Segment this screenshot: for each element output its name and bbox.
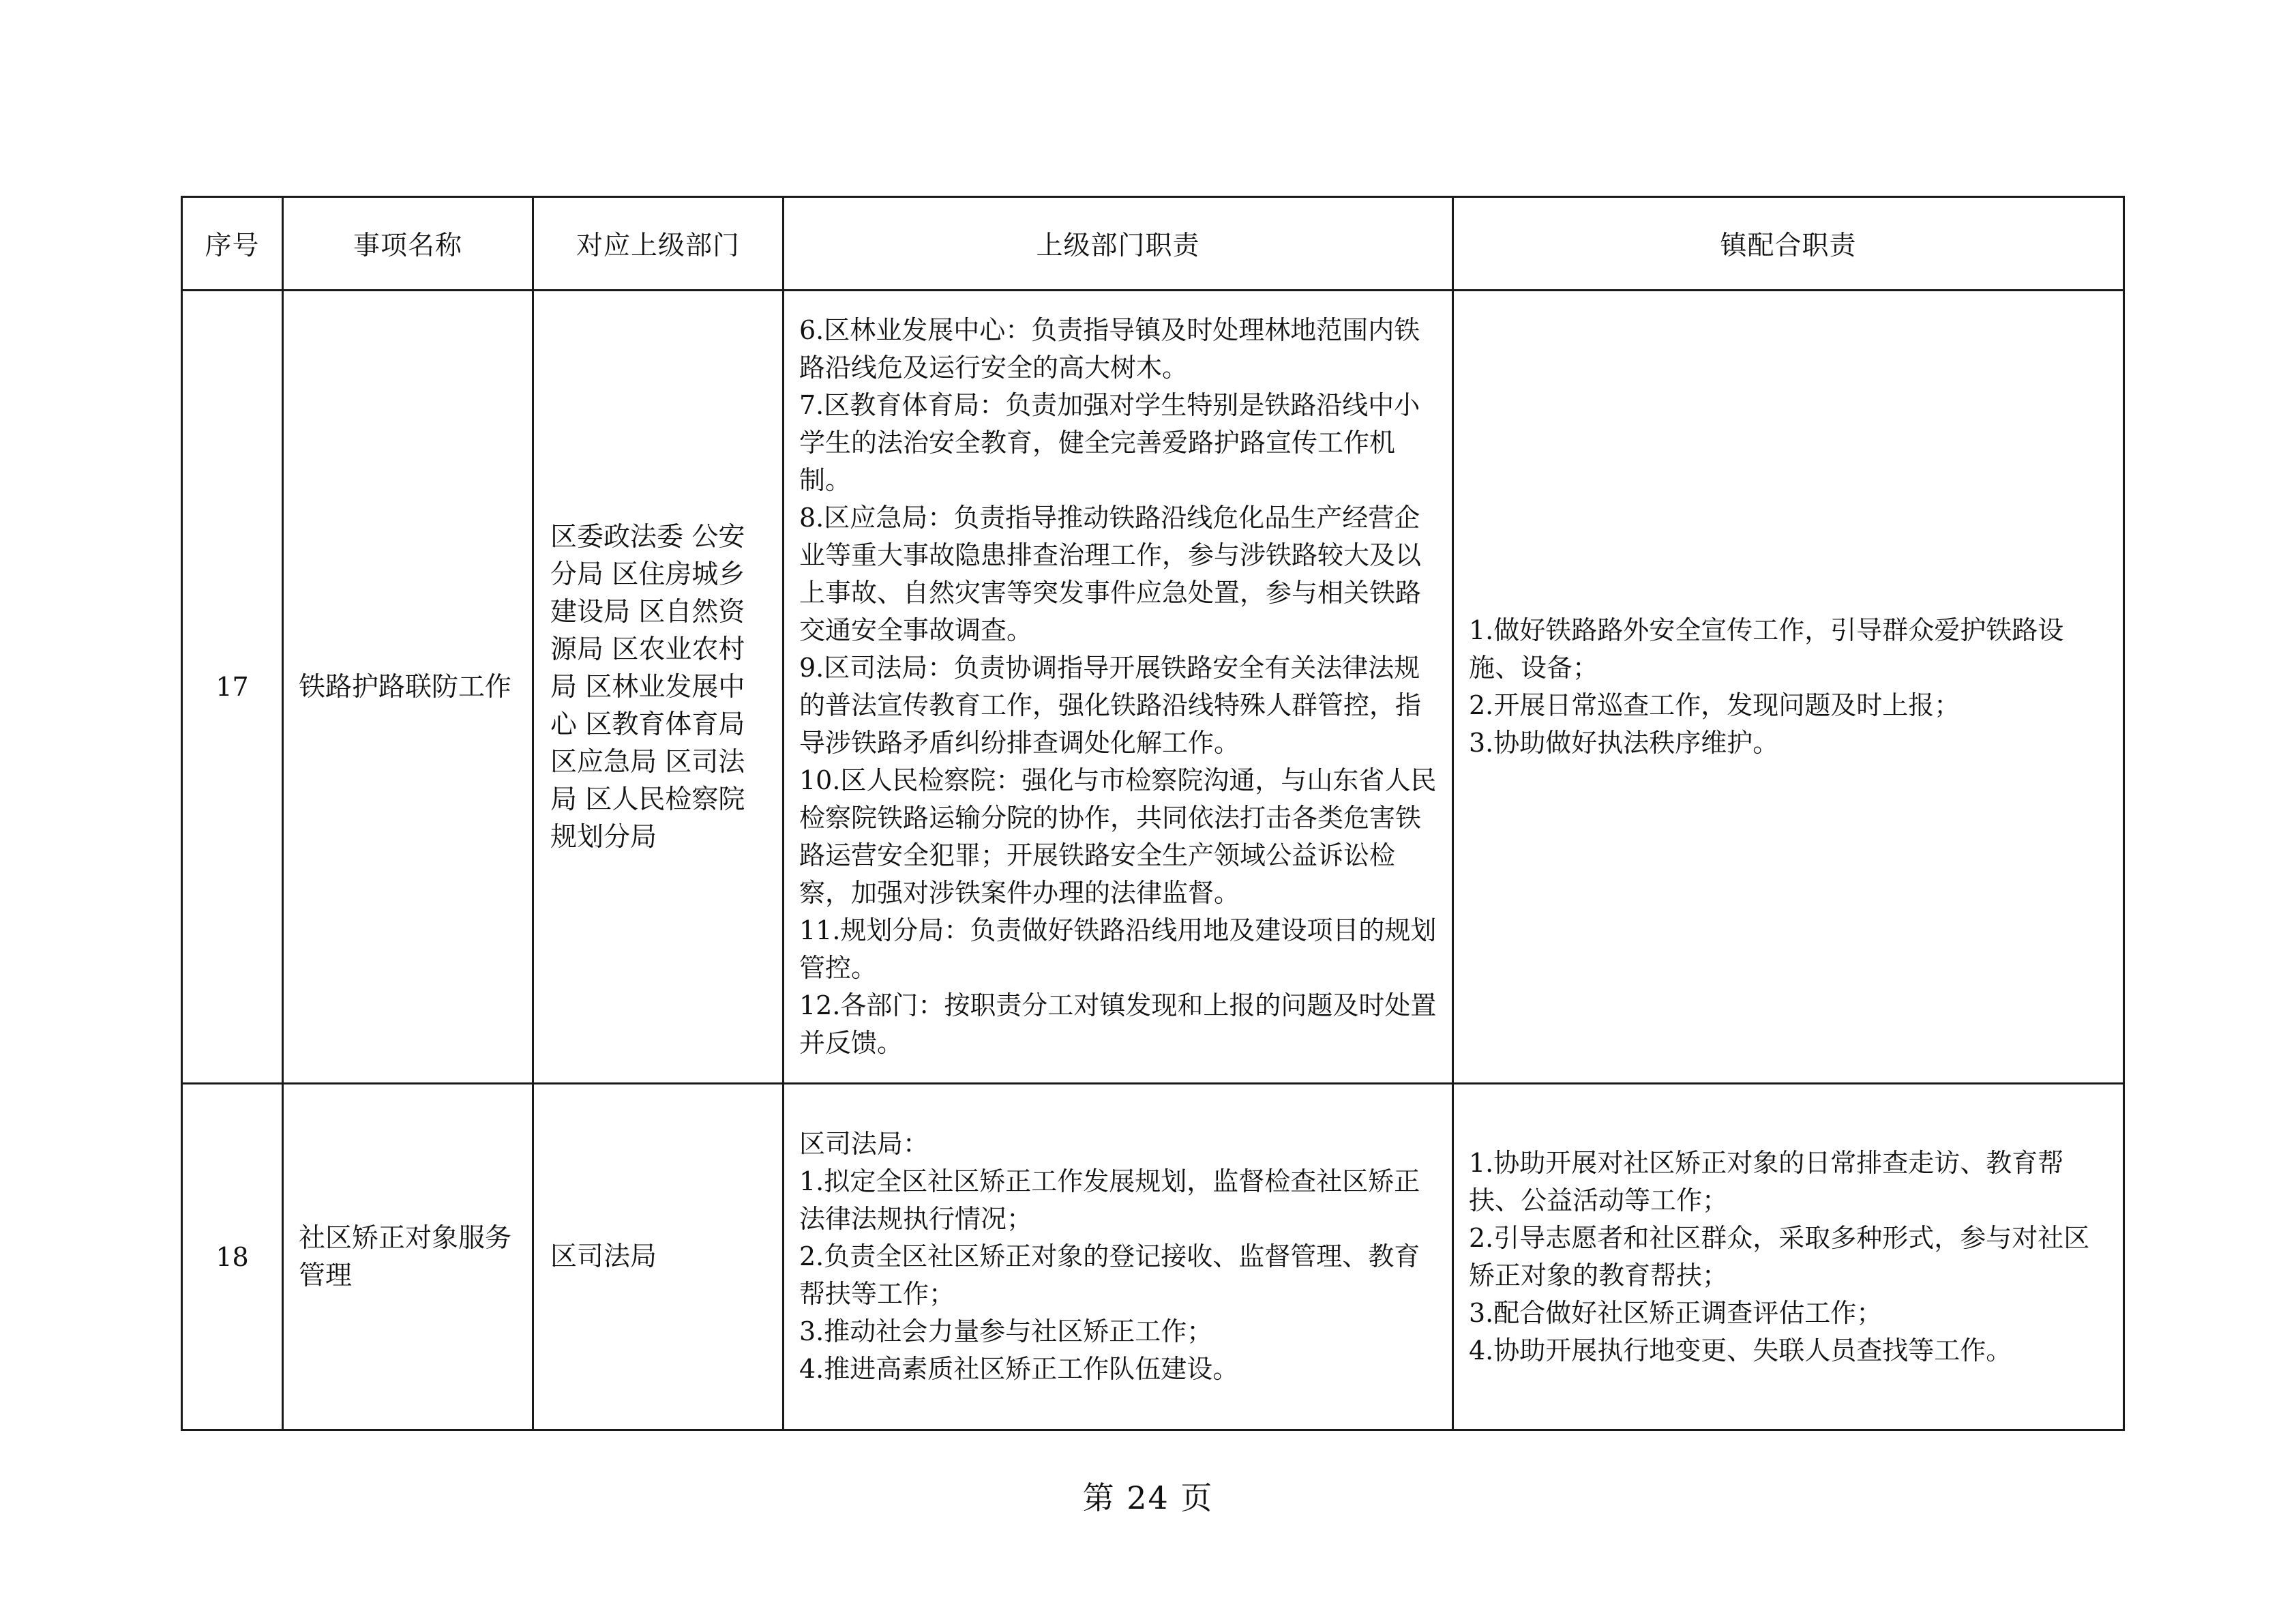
header-town-duties: 镇配合职责 [1453,197,2124,291]
town-duty-line: 3.协助做好执法秩序维护。 [1469,728,1779,758]
row-upper-duties [784,291,1453,1084]
upper-duty-line: 2.负责全区社区矫正对象的登记接收、监督管理、教育帮扶等工作； [799,1241,1420,1309]
upper-duty-line: 10.区人民检察院：强化与市检察院沟通，与山东省人民检察院铁路运输分院的协作，共同依法打击各类危害铁路运营安全犯罪；开展铁路安全生产领域公益诉讼检察，加强对涉铁案件办理的法律监督。 [799,765,1437,908]
header-seq: 序号 [182,197,283,291]
upper-duty-line: 8.区应急局：负责指导推动铁路沿线危化品生产经营企业等重大事故隐患排查治理工作，参与涉铁路较大及以上事故、自然灾害等突发事件应急处置，参与相关铁路交通安全事故调查。 [799,503,1422,645]
town-duty-line: 2.引导志愿者和社区群众，采取多种形式，参与对社区矫正对象的教育帮扶； [1469,1222,2090,1290]
table-row [182,291,2124,1084]
table-header-row [182,197,2124,291]
row-dept: 区司法局 [533,1084,784,1430]
town-duty-line: 3.配合做好社区矫正调查评估工作； [1469,1297,1883,1328]
page-number: 第 24 页 [1082,1479,1214,1516]
town-duty-line: 1.做好铁路路外安全宣传工作，引导群众爱护铁路设施、设备； [1469,615,2064,683]
duty-table [181,196,2125,1431]
header-dept: 对应上级部门 [533,197,784,291]
upper-duty-line: 9.区司法局：负责协调指导开展铁路安全有关法律法规的普法宣传教育工作，强化铁路沿线特殊人群管控，指导涉铁路矛盾纠纷排查调处化解工作。 [799,653,1422,758]
row-town-duties [1453,1084,2124,1430]
row-seq: 18 [182,1084,283,1430]
town-duty-line: 1.协助开展对社区矫正对象的日常排查走访、教育帮扶、公益活动等工作； [1469,1147,2064,1215]
row-dept: 区委政法委 公安分局 区住房城乡建设局 区自然资源局 区农业农村局 区林业发展中心 区教育体育局 区应急局 区司法局 区人民检察院 规划分局 [533,291,784,1084]
town-duty-line: 2.开展日常巡查工作，发现问题及时上报； [1469,690,1960,720]
upper-duty-line: 区司法局： [799,1129,929,1159]
upper-duty-line: 1.拟定全区社区矫正工作发展规划，监督检查社区矫正法律法规执行情况； [799,1166,1420,1234]
row-upper-duties [784,1084,1453,1430]
header-upper-duties: 上级部门职责 [784,197,1453,291]
header-name: 事项名称 [283,197,533,291]
town-duty-line: 4.协助开展执行地变更、失联人员查找等工作。 [1469,1335,2012,1365]
row-item-name: 社区矫正对象服务管理 [283,1084,533,1430]
upper-duty-line: 3.推动社会力量参与社区矫正工作； [799,1316,1213,1346]
upper-duty-line: 11.规划分局：负责做好铁路沿线用地及建设项目的规划管控。 [799,915,1437,983]
row-item-name: 铁路护路联防工作 [283,291,533,1084]
table-row [182,1084,2124,1430]
row-town-duties [1453,291,2124,1084]
row-seq: 17 [182,291,283,1084]
upper-duty-line: 4.推进高素质社区矫正工作队伍建设。 [799,1354,1239,1384]
upper-duty-line: 7.区教育体育局：负责加强对学生特别是铁路沿线中小学生的法治安全教育，健全完善爱路护路宣传工作机制。 [799,390,1420,495]
upper-duty-line: 12.各部门：按职责分工对镇发现和上报的问题及时处置并反馈。 [799,990,1437,1058]
upper-duty-line: 6.区林业发展中心：负责指导镇及时处理林地范围内铁路沿线危及运行安全的高大树木。 [799,315,1420,383]
